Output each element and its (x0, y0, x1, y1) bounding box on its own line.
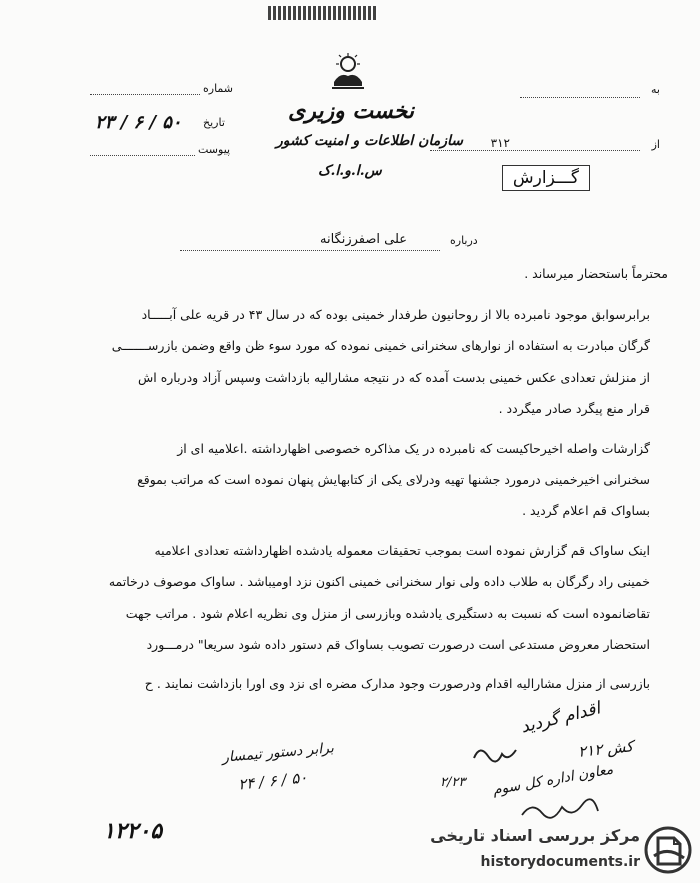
body-line: خمینی راد رگرگان به طلاب داده ولی نوار سخنرانی خمینی اکنون نزد اومیباشد . ساواک موصوف درخاتمه (108, 574, 650, 589)
archive-logo-icon (644, 826, 692, 874)
to-rule (520, 97, 640, 98)
watermark-block (420, 820, 700, 880)
body-line: تقاضانموده است که نسبت به دستگیری یادشده وبازرسی از منزل وی نظریه اعلام شود . مراتب جهت (125, 606, 650, 621)
body-line: برابرسوابق موجود نامبرده بالا از روحانیون طرفدار خمینی بوده که در سال ۴۳ در قریه علی آبـــــاد (141, 307, 650, 322)
subject-value: علی اصفرزنگانه (320, 232, 408, 247)
label-to: به (651, 83, 660, 96)
body-line: استحضار معروض مستدعی است درصورت تصویب بساواک قم دستور داده شود سریعا" درمـــورد (146, 637, 650, 652)
label-number: شماره (203, 82, 234, 95)
document-number: ۱۲۲۰۵ (103, 818, 163, 844)
report-title: گـــزارش (502, 165, 590, 191)
handwritten-note-order: برابر دستور تیمسار (221, 740, 335, 766)
body-line: سخنرانی اخیرخمینی درمورد جشنها تهیه ودرلای یکی از کتابهایش پنهان نموده است که مراتب بموقع (137, 472, 650, 487)
subject-rule (180, 250, 440, 251)
from-value: ۳۱۲ (490, 136, 510, 150)
agency-title: سازمان اطلاعات و امنیت کشور (276, 133, 463, 149)
watermark-title: مرکز بررسی اسناد تاریخی (430, 826, 640, 845)
attachment-rule (90, 155, 195, 156)
watermark-url: historydocuments.ir (480, 854, 640, 870)
body-greeting: محترماً باستحضار میرساند . (524, 266, 668, 281)
from-rule (430, 150, 640, 151)
ministry-title: نخست وزیری (288, 98, 414, 124)
body-line: گزارشات واصله اخیرحاکیست که نامبرده در یک مذاکره خصوصی اظهارداشته .اعلامیه ای از (177, 441, 650, 456)
handwritten-note-ref: کش ۲۱۲ (577, 737, 635, 761)
date-value: ۲۳ / ۶ / ۵۰ (95, 112, 182, 133)
subject-label: درباره (450, 234, 478, 247)
label-attachment: پیوست (198, 143, 231, 156)
label-date: تاریخ (203, 116, 225, 129)
body-line: بساواک قم اعلام گردید . (522, 503, 650, 518)
body-line: گرگان مبادرت به استفاده از نوارهای سخنرانی خمینی نموده که مورد سوء ظن واقع وضمن بازرســـــــی (111, 338, 650, 353)
label-from: از (651, 138, 660, 151)
signature-scribble-icon (470, 740, 520, 770)
body-line: قرار منع پیگرد صادر میگردد . (498, 401, 650, 416)
handwritten-note-date: ۲۴ / ۶ / ۵۰ (237, 768, 309, 794)
handwritten-note-deputy: معاون اداره کل سوم (491, 761, 615, 799)
body-line: اینک ساواک قم گزارش نموده است بموجب تحقیقات معموله یادشده اظهارداشته تعدادی اعلامیه (154, 543, 650, 558)
handwritten-note-mid: ۲/۲۳ (440, 775, 466, 790)
body-line: از منزلش تعدادی عکس خمینی بدست آمده که در نتیجه مشارالیه بازداشت وسپس آزاد ودرباره اش (137, 370, 650, 385)
handwritten-note-action: اقدام گردید (518, 698, 603, 738)
number-rule (90, 94, 200, 95)
body-line: بازرسی از منزل مشارالیه اقدام ودرصورت وجود مدارک مضره ای نزد وی اورا بازداشت نمایند . ح (144, 676, 650, 691)
agency-abbr: س.ا.و.ا.ک (318, 163, 382, 179)
stamp-barcode-mark (268, 6, 378, 20)
lion-and-sun-emblem-icon (326, 50, 370, 94)
